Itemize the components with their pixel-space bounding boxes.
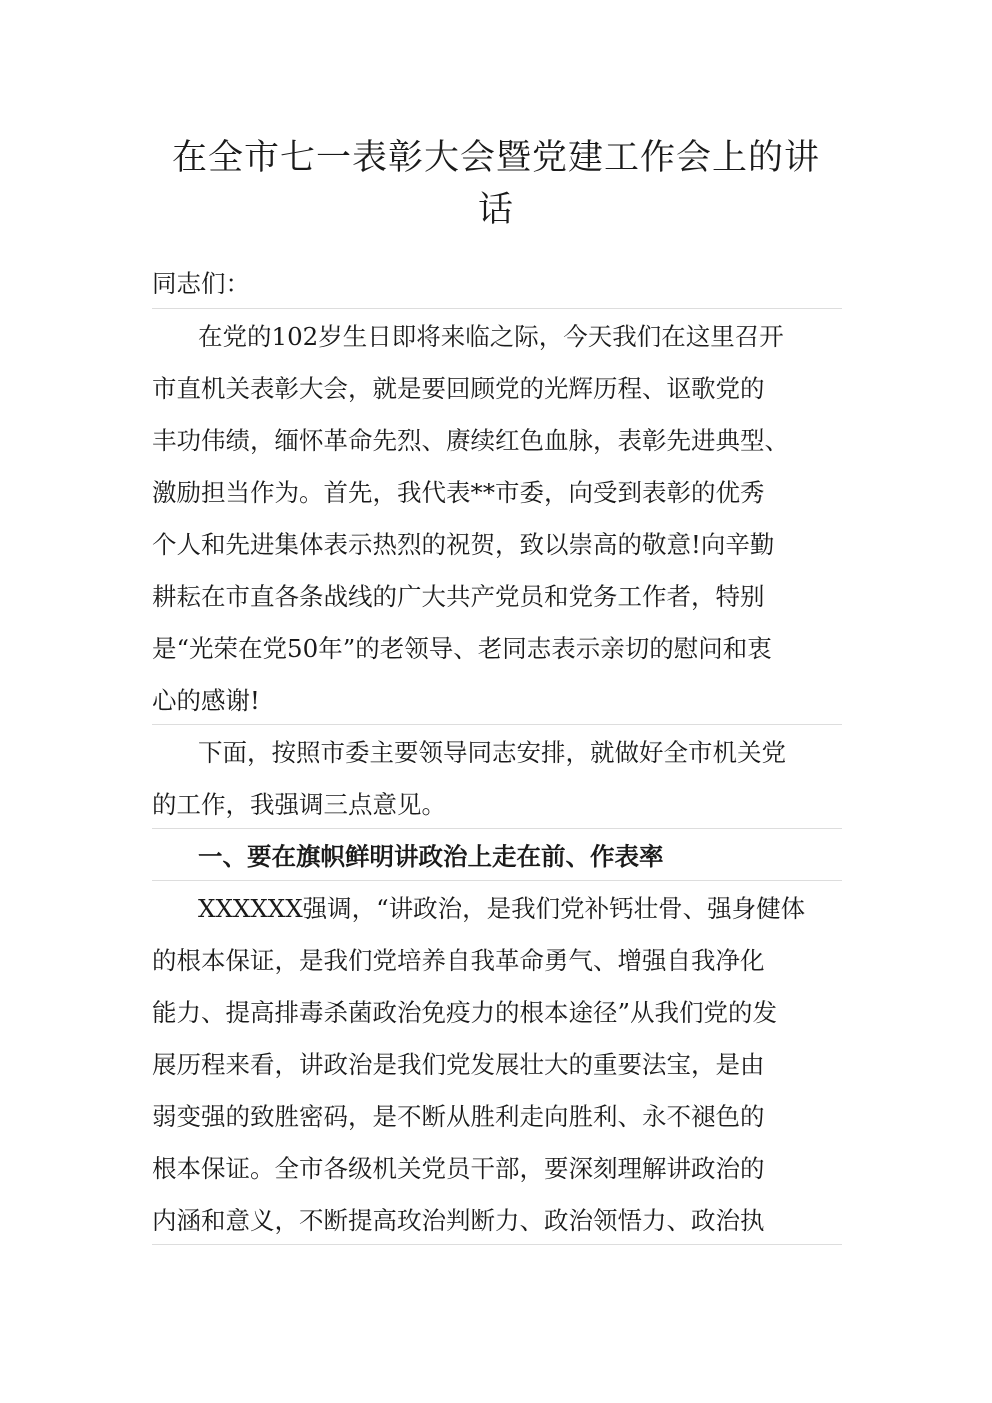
- document-title: [150, 132, 842, 236]
- section-heading: [152, 831, 842, 883]
- paragraph-line: 的根本保证，是我们党培养自我革命勇气、增强自我净化: [152, 946, 765, 975]
- paragraph-line: 个人和先进集体表示热烈的祝贺，致以崇高的敬意!向辛勤: [152, 530, 775, 559]
- section-heading-text: 一、要在旗帜鲜明讲政治上走在前、作表率: [198, 842, 664, 871]
- line-divider: [152, 1244, 842, 1245]
- paragraph-line: 在党的102岁生日即将来临之际，今天我们在这里召开: [198, 322, 784, 351]
- paragraph-line: 内涵和意义，不断提高玫治判断力、政治领悟力、政治执: [152, 1206, 765, 1235]
- salutation: [152, 258, 842, 310]
- line-divider: [152, 308, 842, 309]
- paragraph-line: 展历程来看，讲政治是我们党发展壮大的重要法宝，是由: [152, 1050, 765, 1079]
- paragraph-line: XXXXXX强调，“讲政治，是我们党补钙壮骨、强身健体: [198, 894, 806, 923]
- paragraph-line: 耕耘在市直各条战线的广大共产党员和党务工作者，特别: [152, 582, 765, 611]
- title-line: 话: [477, 190, 514, 230]
- paragraph-line: 根本保证。全市各级机关党员干部，要深刻理解讲政治的: [152, 1154, 765, 1183]
- paragraph-3: [152, 883, 842, 1247]
- line-divider: [152, 880, 842, 881]
- paragraph-line: 激励担当作为。首先，我代表**市委，向受到表彰的优秀: [152, 478, 765, 507]
- paragraph-line: 丰功伟绩，缅怀革命先烈、赓续红色血脉，表彰先进典型、: [152, 426, 789, 455]
- paragraph-line: 弱变强的致胜密码，是不断从胜利走向胜利、永不褪色的: [152, 1102, 765, 1131]
- paragraph-1: [152, 311, 842, 727]
- paragraph-line: 能力、提高排毒杀菌政治免疫力的根本途径”从我们党的发: [152, 998, 778, 1027]
- paragraph-line: 心的感谢!: [152, 686, 260, 715]
- paragraph-line: 市直机关表彰大会，就是要回顾党的光辉历程、讴歌党的: [152, 374, 765, 403]
- paragraph-line: 的工作，我强调三点意见。: [152, 790, 446, 819]
- title-line: 在全市七一表彰大会暨党建工作会上的讲: [171, 138, 820, 178]
- paragraph-2: [152, 727, 842, 831]
- salutation-text: 同志们：: [152, 269, 250, 298]
- paragraph-line: 下面，按照市委主要领导同志安排，就做好全市机关党: [198, 738, 786, 767]
- line-divider: [152, 828, 842, 829]
- line-divider: [152, 724, 842, 725]
- paragraph-line: 是“光荣在党50年”的老领导、老同志表示亲切的慰问和衷: [152, 634, 772, 663]
